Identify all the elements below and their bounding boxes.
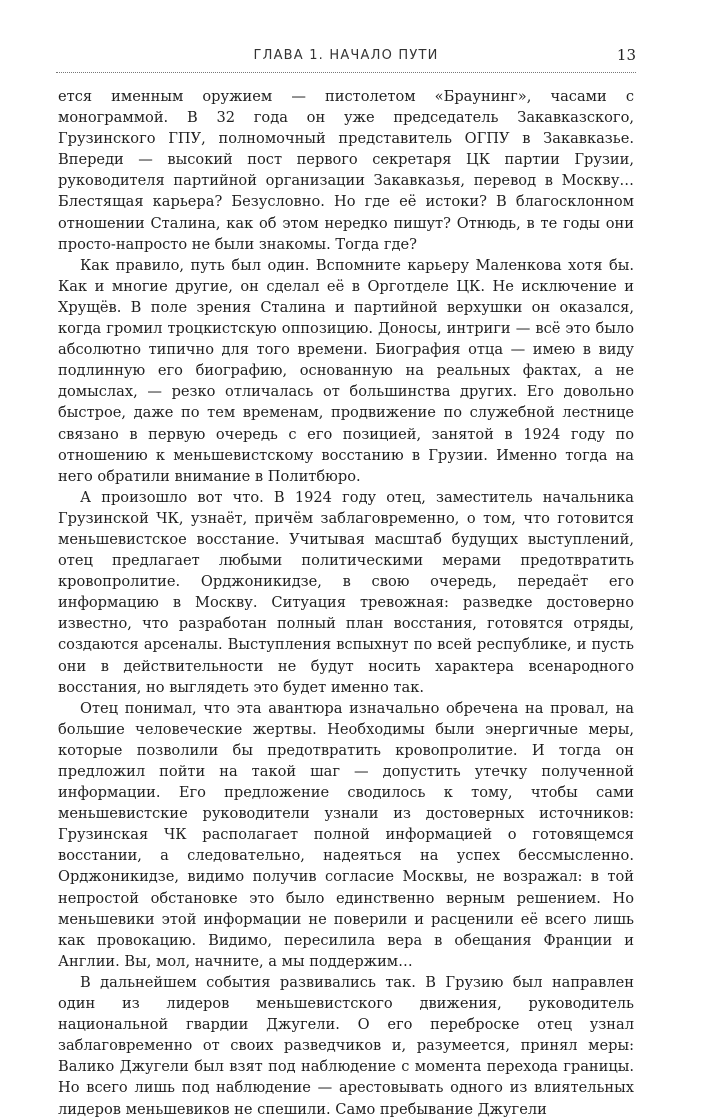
chapter-title: ГЛАВА 1. НАЧАЛО ПУТИ (253, 48, 439, 63)
running-header (56, 40, 636, 70)
paragraph: В дальнейшем события развивались так. В Грузию был направлен один из лидеров меньшевистского движения, руководитель национальной гвардии Джугели. О его переброске отец узнал заблаговременно от своих разведчиков и, разумеется, принял меры: Валико Джугели был взят под наблюдение с момента перехода границы. Но всего лишь под наблюдение — арестовывать одного из влиятельных лидеров меньшевиков не спешили. Само пребывание Джугели (58, 973, 634, 1118)
page-number: 13 (616, 46, 636, 64)
paragraph: Отец понимал, что эта авантюра изначально обречена на провал, на большие человеческие жертвы. Необходимы были энергичные меры, которые позволили бы предотвратить кровопролитие. И тогда он предложил пойти на такой шаг — допустить утечку полученной информации. Его предложение сводилось к тому, чтобы сами меньшевистские руководители узнали из достоверных источников: Грузинская ЧК располагает полной информацией о готовящемся восстании, а следовательно, надеяться на успех бессмысленно. Орджоникидзе, видимо получив согласие Москвы, не возражал: в той непростой обстановке это было единственно верным решением. Но меньшевики этой информации не поверили и расценили её всего лишь как провокацию. Видимо, пересилила вера в обещания Франции и Англии. Вы, мол, начните, а мы поддержим… (58, 699, 634, 970)
paragraph: Как правило, путь был один. Вспомните карьеру Маленкова хотя бы. Как и многие другие, он сделал её в Орготделе ЦК. Не исключение и Хрущёв. В поле зрения Сталина и партийной верхушки он оказался, когда громил троцкистскую оппозицию. Доносы, интриги — всё это было абсолютно типично для того времени. Биография отца — имею в виду подлинную его биографию, основанную на реальных фактах, а не домыслах, — резко отличалась от большинства других. Его довольно быстрое, даже по тем временам, продвижение по служебной лестнице связано в первую очередь с его позицией, занятой в 1924 году по отношению к меньшевистскому восстанию в Грузии. Именно тогда на него обратили внимание в Политбюро. (58, 256, 634, 485)
paragraph-continued: ется именным оружием — пистолетом «Браунинг», часами с монограммой. В 32 года он уже председатель Закавказского, Грузинского ГПУ, полномочный представитель ОГПУ в Закавказье. Впереди — высокий пост первого секретаря ЦК партии Грузии, руководителя партийной организации Закавказья, перевод в Москву… Блестящая карьера? Безусловно. Но где её истоки? В благосклонном отношении Сталина, как об этом нередко пишут? Отнюдь, в те годы они просто-напросто не были знакомы. Тогда где? (58, 88, 634, 253)
header-divider (56, 72, 636, 73)
body-text (58, 86, 634, 1120)
paragraph: А произошло вот что. В 1924 году отец, заместитель начальника Грузинской ЧК, узнаёт, причём заблаговременно, о том, что готовится меньшевистское восстание. Учитывая масштаб будущих выступлений, отец предлагает любыми политическими мерами предотвратить кровопролитие. Орджоникидзе, в свою очередь, передаёт его информацию в Москву. Ситуация тревожная: разведке достоверно известно, что разработан полный план восстания, готовятся отряды, создаются арсеналы. Выступления вспыхнут по всей республике, и пусть они в действительности не будут носить характера всенародного восстания, но выглядеть это будет именно так. (58, 488, 634, 696)
